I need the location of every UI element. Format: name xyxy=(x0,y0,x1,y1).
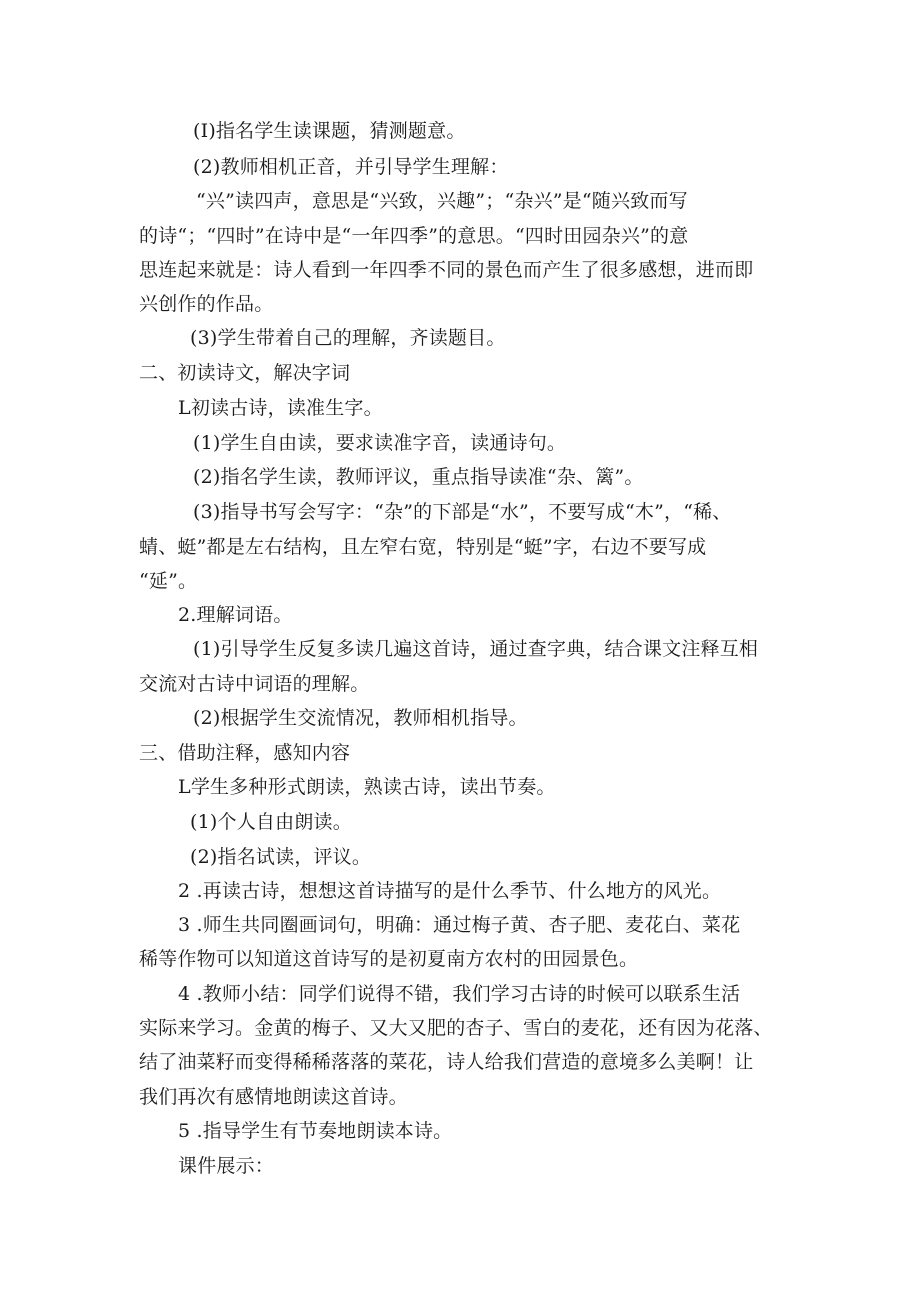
text-line: (2)教师相机正音，并引导学生理解： xyxy=(193,156,509,178)
text-line: (3)指导书写会写字：“杂”的下部是“水”，不要写成“木”，“稀、 xyxy=(193,501,732,523)
text-line: 4 .教师小结：同学们说得不错，我们学习古诗的时候可以联系生活 xyxy=(178,983,741,1005)
text-line: 交流对古诗中词语的理解。 xyxy=(139,673,370,695)
text-line: 的诗“；“四时”在诗中是“一年四季”的意思。“四时田园杂兴”的意 xyxy=(139,225,689,247)
text-line: “延”。 xyxy=(139,570,198,592)
text-line: L初读古诗，读准生字。 xyxy=(178,397,383,419)
text-line: (1)学生自由读，要求读准字音，读通诗句。 xyxy=(193,432,567,454)
section-heading: 三、借助注释，感知内容 xyxy=(139,742,351,764)
text-line: 结了油菜籽而变得稀稀落落的菜花，诗人给我们营造的意境多么美啊！让 xyxy=(139,1051,754,1073)
text-line: (2)指名学生读，教师评议，重点指导读准“杂、篱”。 xyxy=(193,466,644,488)
text-line: 2.理解词语。 xyxy=(178,604,293,626)
text-line: L学生多种形式朗读，熟读古诗，读出节奏。 xyxy=(178,776,556,798)
text-line: (1)个人自由朗读。 xyxy=(190,811,352,833)
text-line: 3 .师生共同圈画词句，明确：通过梅子黄、杏子肥、麦花白、菜花 xyxy=(178,914,741,936)
text-line: 蜻、蜓”都是左右结构，且左窄右宽，特别是“蜓”字，右边不要写成 xyxy=(139,536,707,558)
text-line: 课件展示： xyxy=(178,1155,275,1177)
text-line: (2)根据学生交流情况，教师相机指导。 xyxy=(193,707,528,729)
text-line: 5 .指导学生有节奏地朗读本诗。 xyxy=(178,1120,453,1142)
text-line: 2 .再读古诗，想想这首诗描写的是什么季节、什么地方的风光。 xyxy=(178,880,722,902)
text-line: “兴”读四声，意思是“兴致，兴趣”；“杂兴”是“随兴致而写 xyxy=(196,190,688,212)
text-line: (3)学生带着自己的理解，齐读题目。 xyxy=(190,327,506,349)
text-line: 实际来学习。金黄的梅子、又大又肥的杏子、雪白的麦花，还有因为花落、 xyxy=(139,1017,773,1039)
text-line: 思连起来就是：诗人看到一年四季不同的景色而产生了很多感想，进而即 xyxy=(139,259,754,281)
text-line: 兴创作的作品。 xyxy=(139,293,274,315)
text-line: (2)指名试读，评议。 xyxy=(190,846,372,868)
text-line: 稀等作物可以知道这首诗写的是初夏南方农村的田园景色。 xyxy=(139,948,639,970)
text-line: (I)指名学生读课题，猜测题意。 xyxy=(193,120,466,142)
text-line: 我们再次有感情地朗读这首诗。 xyxy=(139,1086,408,1108)
text-line: (1)引导学生反复多读几遍这首诗，通过查字典，结合课文注释互相 xyxy=(193,638,759,660)
section-heading: 二、初读诗文，解决字词 xyxy=(139,362,351,384)
